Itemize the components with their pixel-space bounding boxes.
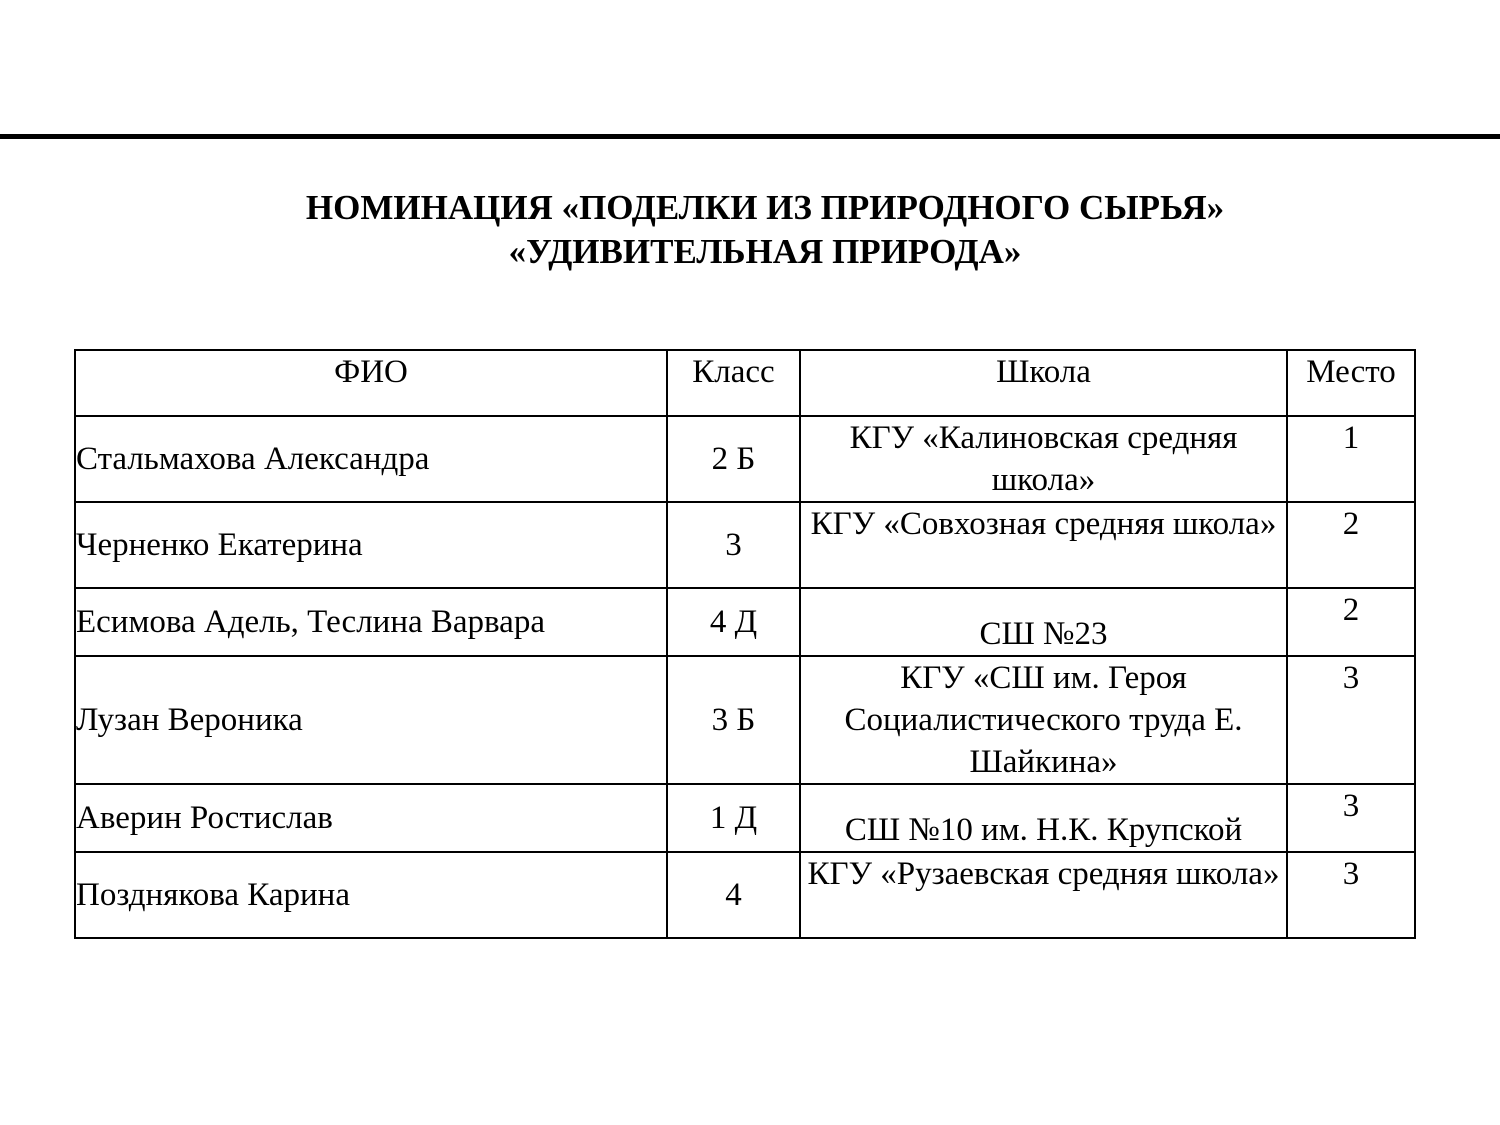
cell-place: 2 <box>1287 588 1415 656</box>
cell-place: 3 <box>1287 784 1415 852</box>
top-divider <box>0 134 1500 139</box>
results-table <box>74 349 1416 939</box>
header-name: ФИО <box>75 350 667 416</box>
cell-school: СШ №23 <box>800 588 1287 656</box>
cell-name: Позднякова Карина <box>75 852 667 938</box>
cell-class: 4 <box>667 852 800 938</box>
cell-school: СШ №10 им. Н.К. Крупской <box>800 784 1287 852</box>
cell-name: Стальмахова Александра <box>75 416 667 502</box>
table-row <box>75 852 1415 938</box>
cell-class: 1 Д <box>667 784 800 852</box>
header-class: Класс <box>667 350 800 416</box>
cell-class: 3 <box>667 502 800 588</box>
cell-name: Аверин Ростислав <box>75 784 667 852</box>
header-school: Школа <box>800 350 1287 416</box>
cell-class: 4 Д <box>667 588 800 656</box>
cell-name: Черненко Екатерина <box>75 502 667 588</box>
title-line-1: НОМИНАЦИЯ «ПОДЕЛКИ ИЗ ПРИРОДНОГО СЫРЬЯ» <box>305 188 1225 227</box>
cell-school: КГУ «Совхозная средняя школа» <box>800 502 1287 588</box>
cell-name: Есимова Адель, Теслина Варвара <box>75 588 667 656</box>
header-place: Место <box>1287 350 1415 416</box>
table-row <box>75 784 1415 852</box>
cell-school: КГУ «СШ им. Героя Социалистического труда Е. Шайкина» <box>800 656 1287 784</box>
table-row <box>75 416 1415 502</box>
cell-place: 1 <box>1287 416 1415 502</box>
cell-place: 2 <box>1287 502 1415 588</box>
cell-school: КГУ «Рузаевская средняя школа» <box>800 852 1287 938</box>
table-row <box>75 588 1415 656</box>
cell-place: 3 <box>1287 656 1415 784</box>
cell-place: 3 <box>1287 852 1415 938</box>
table-row <box>75 656 1415 784</box>
table-row <box>75 502 1415 588</box>
table-header-row <box>75 350 1415 416</box>
page-title <box>0 186 1500 274</box>
cell-class: 2 Б <box>667 416 800 502</box>
cell-name: Лузан Вероника <box>75 656 667 784</box>
cell-class: 3 Б <box>667 656 800 784</box>
title-line-2: «УДИВИТЕЛЬНАЯ ПРИРОДА» <box>508 232 1022 271</box>
cell-school: КГУ «Калиновская средняя школа» <box>800 416 1287 502</box>
